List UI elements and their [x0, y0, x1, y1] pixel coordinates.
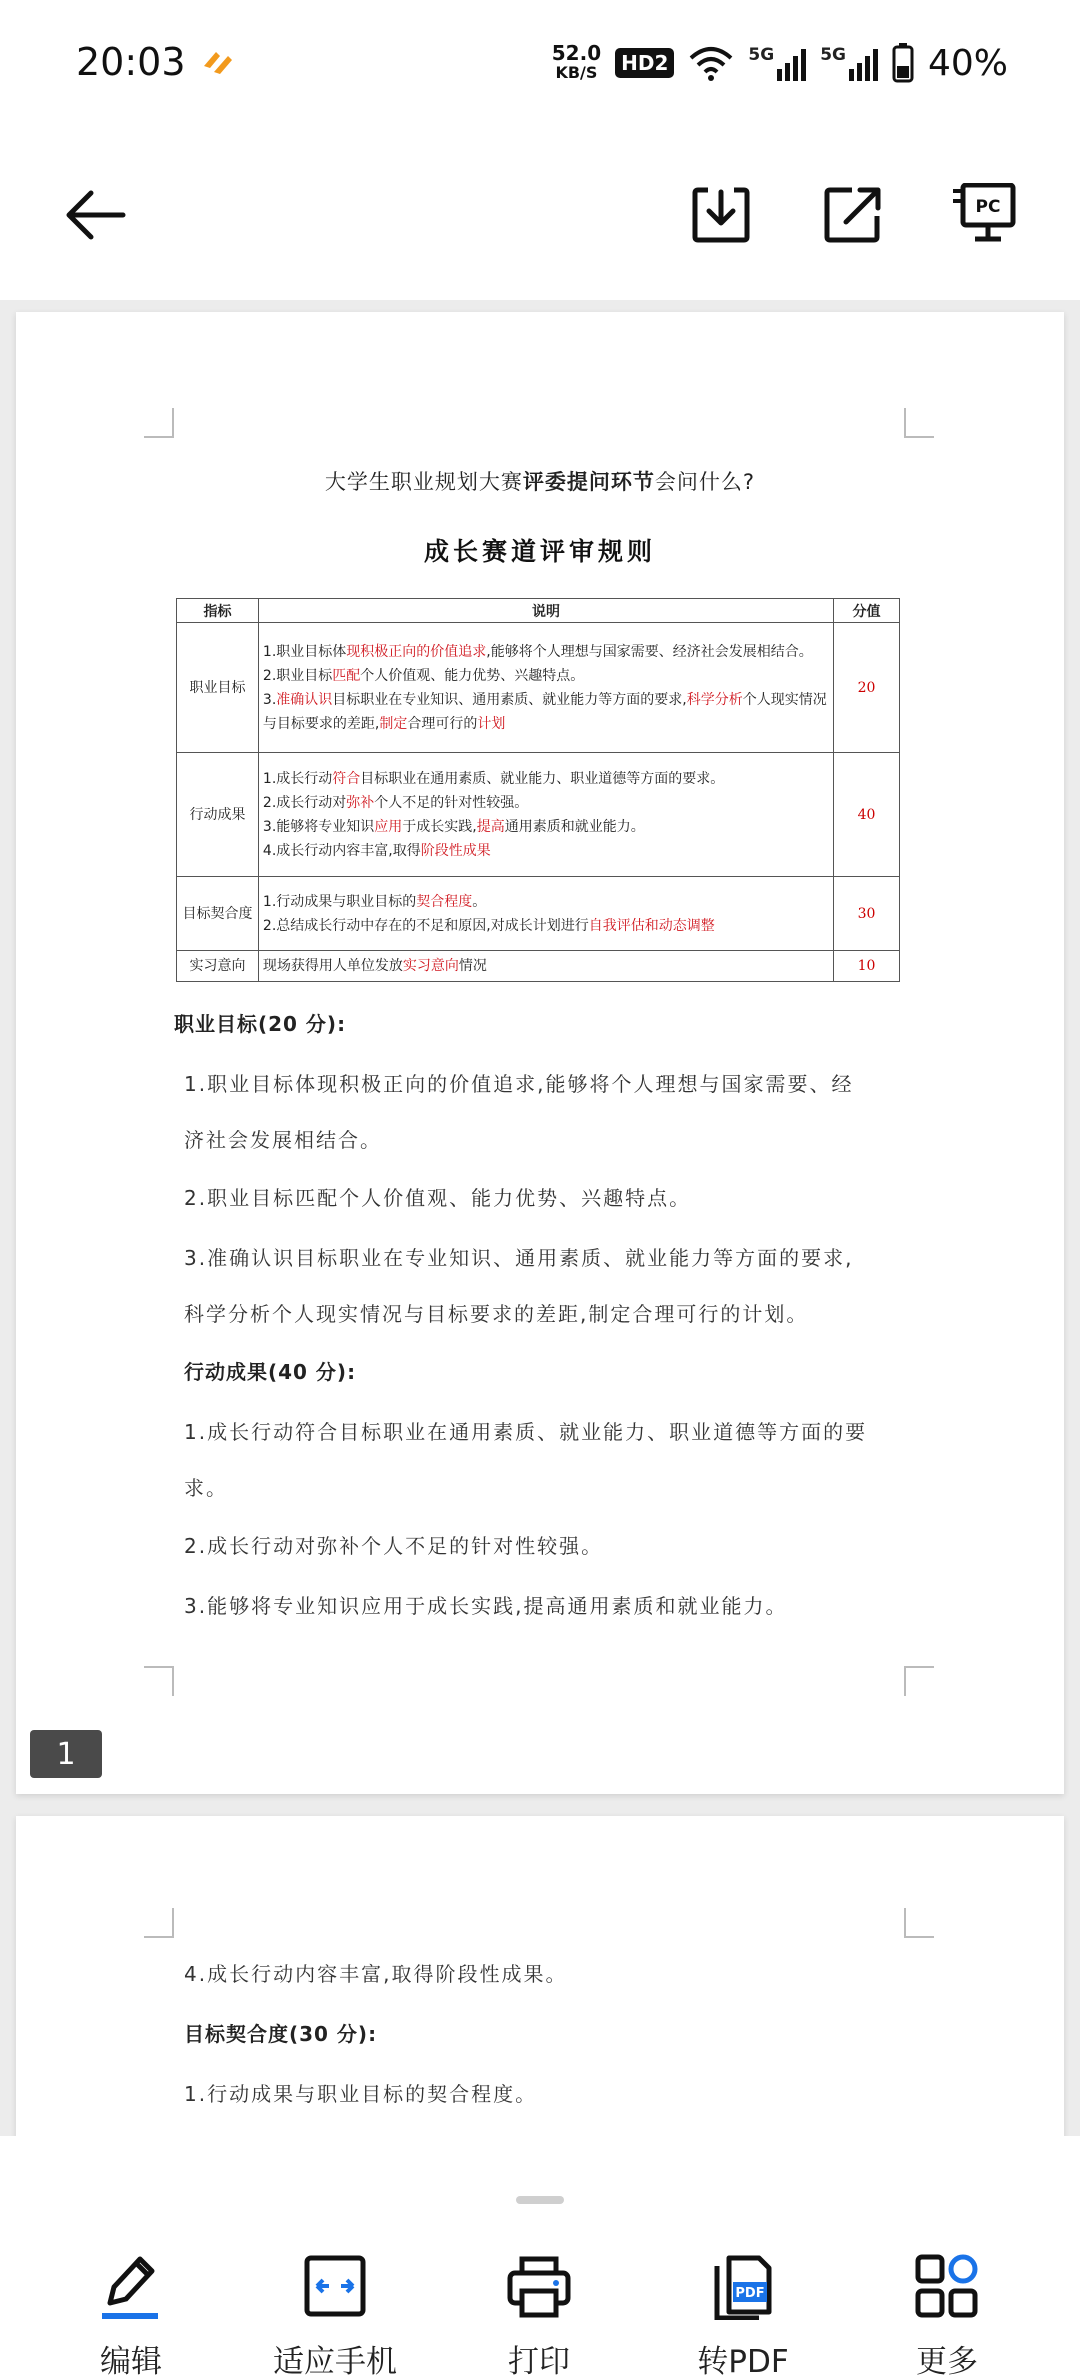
table-header-row: [177, 599, 900, 623]
paragraph-line: 求。: [184, 1476, 228, 1500]
table-header: 指标: [177, 599, 259, 623]
signal-label: 5G: [820, 45, 846, 65]
bottom-action-bar: [0, 2136, 1080, 2376]
margin-mark: [144, 1666, 174, 1696]
table-header: 说明: [258, 599, 833, 623]
description-text: 目标职业在专业知识、通用素质、就业能力等方面的要求,: [332, 691, 687, 708]
section-heading: 目标契合度(30 分):: [184, 2022, 378, 2046]
description-line: [263, 664, 829, 688]
edit-pen-icon: [96, 2251, 166, 2321]
battery-icon: [892, 43, 914, 83]
table-row: [177, 877, 900, 951]
highlighted-text: 弥补: [346, 794, 375, 811]
status-time: 20:03: [76, 40, 186, 84]
title-emphasis: 评委提问环节: [522, 470, 655, 494]
back-arrow-icon: [63, 187, 127, 243]
table-row: [177, 753, 900, 877]
description-line: [263, 791, 829, 815]
highlighted-text: 实习意向: [402, 958, 459, 974]
description-text: 现场获得用人单位发放: [262, 958, 403, 974]
margin-mark: [904, 1908, 934, 1938]
description-text: 个人不足的针对性较强。: [374, 794, 529, 811]
edit-button[interactable]: [46, 2246, 216, 2376]
description-text: 2.职业目标: [262, 667, 333, 684]
rules-table: [176, 598, 900, 982]
paragraph-line: 3.能够将专业知识应用于成长实践,提高通用素质和就业能力。: [184, 1594, 788, 1618]
margin-mark: [144, 1908, 174, 1938]
highlighted-text: 制定: [379, 715, 408, 732]
description-text: 情况: [458, 958, 487, 974]
table-row: [177, 951, 900, 982]
download-button[interactable]: [676, 170, 766, 260]
indicator-cell: 目标契合度: [177, 877, 259, 951]
pdf-icon: [711, 2252, 775, 2320]
description-line: [263, 839, 829, 863]
highlighted-text: 准确认识: [276, 691, 333, 708]
edit-label: 编辑: [100, 2344, 162, 2376]
highlighted-text: 提高: [476, 818, 505, 835]
signal-5g-icon: [820, 45, 878, 81]
description-line: [263, 688, 829, 736]
status-bar: [0, 0, 1080, 130]
description-text: 于成长实践,: [402, 818, 477, 835]
highlighted-text: 符合: [332, 770, 361, 787]
margin-mark: [904, 408, 934, 438]
description-line: [263, 640, 829, 664]
score-cell: 40: [834, 753, 900, 877]
more-label: 更多: [916, 2344, 978, 2376]
description-line: [263, 815, 829, 839]
document-subtitle: 成长赛道评审规则: [423, 537, 656, 566]
fit-phone-icon: [303, 2254, 367, 2318]
print-label: 打印: [508, 2344, 570, 2376]
highlighted-text: 阶段性成果: [420, 842, 491, 859]
score-cell: 20: [834, 623, 900, 753]
paragraph-line: 2.成长行动对弥补个人不足的针对性较强。: [184, 1534, 604, 1558]
paragraph-line: 1.成长行动符合目标职业在通用素质、就业能力、职业道德等方面的要: [184, 1420, 868, 1444]
paragraph-line: 1.职业目标体现积极正向的价值追求,能够将个人理想与国家需要、经: [184, 1072, 854, 1096]
description-text: 个人价值观、能力优势、兴趣特点。: [360, 667, 585, 684]
app-toolbar: [0, 130, 1080, 300]
description-text: 目标职业在通用素质、就业能力、职业道德等方面的要求。: [360, 770, 725, 787]
convert-pdf-label: 转PDF: [697, 2344, 789, 2376]
hd-badge: HD2: [615, 48, 674, 78]
description-text: 2.总结成长行动中存在的不足和原因,对成长计划进行: [262, 917, 589, 934]
net-speed: [552, 43, 601, 83]
title-part: 会问什么?: [654, 470, 756, 494]
highlighted-text: 自我评估和动态调整: [588, 917, 715, 934]
paragraph-line: 2.职业目标匹配个人价值观、能力优势、兴趣特点。: [184, 1186, 692, 1210]
open-on-pc-button[interactable]: [938, 170, 1028, 260]
description-text: 2.成长行动对: [262, 794, 347, 811]
description-line: [263, 914, 829, 938]
back-button[interactable]: [50, 170, 140, 260]
description-cell: [258, 623, 833, 753]
description-cell: [258, 877, 833, 951]
description-text: 1.行动成果与职业目标的: [262, 893, 417, 910]
more-grid-icon: [914, 2253, 980, 2319]
margin-mark: [904, 1666, 934, 1696]
section-heading: 职业目标(20 分):: [174, 1012, 347, 1036]
description-line: [263, 890, 829, 914]
table-row: [177, 623, 900, 753]
description-cell: [258, 753, 833, 877]
more-button[interactable]: [862, 2246, 1032, 2376]
signal-label: 5G: [748, 45, 775, 65]
description-line: [263, 954, 829, 978]
pc-label: PC: [975, 197, 1001, 217]
share-icon: [822, 184, 884, 246]
description-text: 通用素质和就业能力。: [504, 818, 645, 835]
share-button[interactable]: [808, 170, 898, 260]
download-icon: [690, 184, 752, 246]
indicator-cell: 职业目标: [177, 623, 259, 753]
description-line: [263, 767, 829, 791]
paragraph-line: 4.成长行动内容丰富,取得阶段性成果。: [184, 1962, 568, 1986]
score-cell: 30: [834, 877, 900, 951]
print-button[interactable]: [454, 2246, 624, 2376]
status-icons: [552, 38, 1008, 88]
highlighted-text: 契合程度: [416, 893, 473, 910]
description-text: 3.能够将专业知识: [262, 818, 375, 835]
description-text: 1.职业目标体: [262, 643, 347, 660]
highlighted-text: 科学分析: [686, 691, 743, 708]
paragraph-line: 科学分析个人现实情况与目标要求的差距,制定合理可行的计划。: [184, 1302, 809, 1326]
drag-handle[interactable]: [516, 2196, 564, 2204]
paragraph-line: 3.准确认识目标职业在专业知识、通用素质、就业能力等方面的要求,: [184, 1246, 854, 1270]
description-text: 3.: [262, 691, 277, 708]
indicator-cell: 实习意向: [177, 951, 259, 982]
net-speed-unit: KB/S: [555, 63, 598, 82]
signal-5g-icon: [748, 45, 806, 81]
description-text: 1.成长行动: [262, 770, 333, 787]
section-heading: 行动成果(40 分):: [184, 1360, 357, 1384]
highlighted-text: 应用: [374, 818, 403, 835]
wifi-icon: [688, 44, 734, 82]
description-text: 合理可行的: [407, 715, 478, 732]
title-part: 大学生职业规划大赛: [324, 470, 523, 494]
battery-percent: 40%: [927, 42, 1008, 84]
highlighted-text: 匹配: [332, 667, 361, 684]
document-title: [16, 466, 1064, 496]
paragraph-line: 1.行动成果与职业目标的契合程度。: [184, 2082, 538, 2106]
description-text: 4.成长行动内容丰富,取得: [262, 842, 421, 859]
description-cell: [258, 951, 833, 982]
table-header: 分值: [834, 599, 900, 623]
indicator-cell: 行动成果: [177, 753, 259, 877]
score-cell: 10: [834, 951, 900, 982]
convert-pdf-button[interactable]: [658, 2246, 828, 2376]
description-text: ,能够将个人理想与国家需要、经济社会发展相结合。: [486, 643, 813, 660]
highlighted-text: 现积极正向的价值追求: [346, 643, 487, 660]
page-number-badge: 1: [30, 1730, 102, 1778]
document-page-1[interactable]: [16, 312, 1064, 1794]
pc-icon: [949, 183, 1017, 247]
notification-app-icon: [200, 46, 236, 78]
description-text: 个人现实情况与目标要求的差距,: [262, 691, 827, 732]
fit-phone-button[interactable]: [250, 2246, 420, 2376]
net-speed-value: 52.0: [551, 41, 602, 65]
fit-phone-label: 适应手机: [273, 2344, 397, 2376]
pdf-badge: PDF: [735, 2286, 765, 2301]
print-icon: [506, 2253, 572, 2319]
highlighted-text: 计划: [477, 715, 506, 732]
margin-mark: [144, 408, 174, 438]
description-text: 。: [472, 893, 487, 910]
paragraph-line: 济社会发展相结合。: [184, 1128, 382, 1152]
